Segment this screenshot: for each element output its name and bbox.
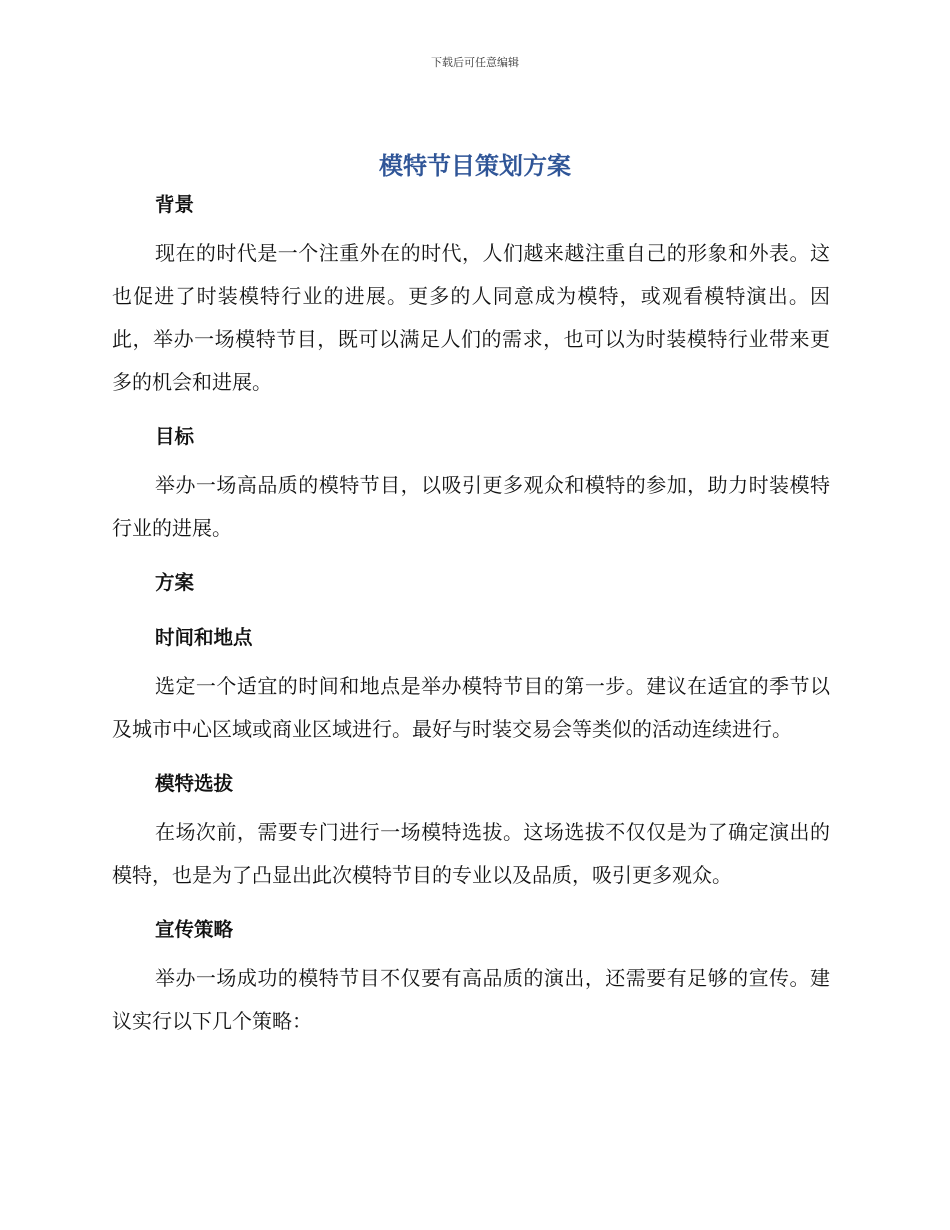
section-heading-plan: 方案 (155, 571, 195, 594)
section-heading-promotion: 宣传策略 (155, 918, 234, 941)
paragraph-time-place: 选定一个适宜的时间和地点是举办模特节目的第一步。建议在适宜的季节以及城市中心区域或商业区域进行。最好与时装交易会等类似的活动连续进行。 (112, 674, 830, 741)
paragraph-background: 现在的时代是一个注重外在的时代，人们越来越注重自己的形象和外表。这也促进了时装模特行业的进展。更多的人同意成为模特，或观看模特演出。因此，举办一场模特节目，既可以满足人们的需求，也可以为时装模特行业带来更多的机会和进展。 (112, 241, 830, 394)
section-heading-time-place: 时间和地点 (155, 626, 253, 649)
document-body (112, 190, 830, 1043)
paragraph-model-selection: 在场次前，需要专门进行一场模特选拔。这场选拔不仅仅是为了确定演出的模特，也是为了凸显出此次模特节目的专业以及品质，吸引更多观众。 (112, 820, 830, 887)
section-heading-goal: 目标 (155, 425, 195, 448)
section-heading-background: 背景 (155, 193, 195, 216)
section-heading-model-selection: 模特选拔 (155, 772, 234, 795)
page-header-note: 下载后可任意编辑 (431, 56, 519, 69)
paragraph-goal: 举办一场高品质的模特节目，以吸引更多观众和模特的参加，助力时装模特行业的进展。 (112, 473, 830, 540)
paragraph-promotion: 举办一场成功的模特节目不仅要有高品质的演出，还需要有足够的宣传。建议实行以下几个策略： (112, 966, 830, 1033)
document-title: 模特节目策划方案 (379, 152, 571, 180)
